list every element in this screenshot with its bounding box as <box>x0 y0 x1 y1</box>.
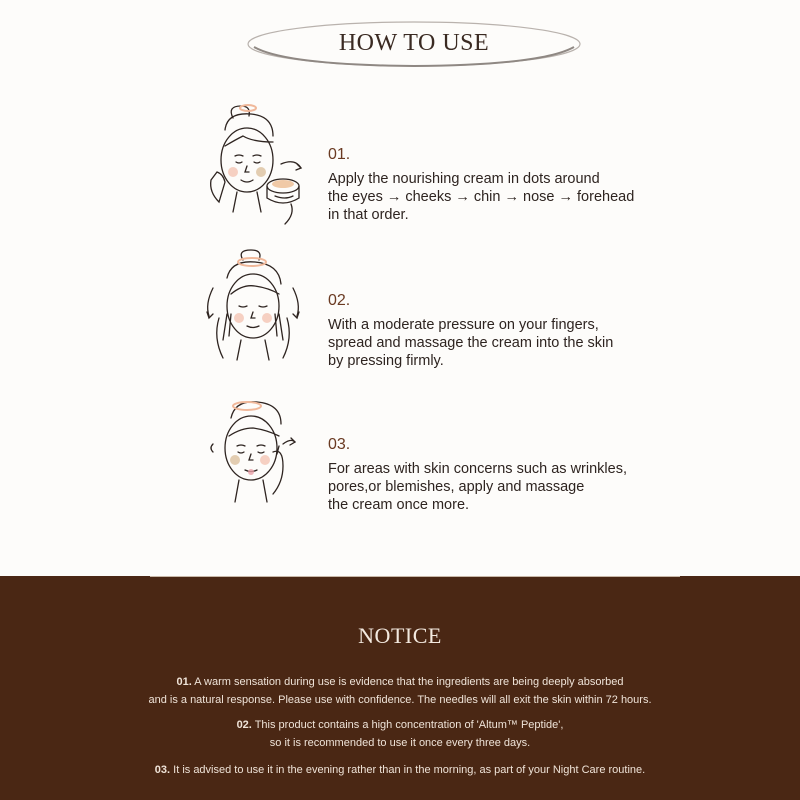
step-line: With a moderate pressure on your fingers, <box>328 317 599 333</box>
step-line: spread and massage the cream into the skin <box>328 335 614 351</box>
step-2 <box>0 248 800 388</box>
section-divider <box>150 576 680 577</box>
step-description <box>328 460 658 514</box>
notice-item-3 <box>0 761 800 779</box>
step-description <box>328 316 658 370</box>
notice-item-2 <box>0 716 800 752</box>
notice-line: and is a natural response. Please use with confidence. The needles will all exit the skin within 72 hours. <box>148 694 652 706</box>
notice-item-1 <box>0 673 800 709</box>
notice-section <box>0 576 800 800</box>
notice-number: 01. <box>176 676 192 688</box>
notice-number: 02. <box>236 719 252 731</box>
step-number: 02. <box>328 292 351 309</box>
step-3 <box>0 392 800 532</box>
face-massaging-icon <box>195 248 315 378</box>
notice-text: It is advised to use it in the evening rather than in the morning, as part of your Night Care routine. <box>170 764 646 776</box>
notice-line <box>0 673 800 691</box>
notice-text: A warm sensation during use is evidence that the ingredients are being deeply absorbed <box>191 676 624 688</box>
notice-line: so it is recommended to use it once every three days. <box>269 737 531 749</box>
face-applying-cream-icon <box>195 100 315 230</box>
notice-line <box>0 716 800 734</box>
step-line: in that order. <box>328 207 409 223</box>
step-number: 03. <box>328 436 351 453</box>
step-line: by pressing firmly. <box>328 353 444 369</box>
step-line: the cream once more. <box>328 497 470 513</box>
step-1 <box>0 100 800 240</box>
step-line: the eyes → cheeks → chin → nose → forehead <box>328 189 635 205</box>
step-line: For areas with skin concerns such as wrinkles, <box>328 461 627 477</box>
step-line: pores,or blemishes, apply and massage <box>328 479 585 495</box>
section-title-banner <box>246 19 582 69</box>
step-number: 01. <box>328 146 351 163</box>
step-description <box>328 170 658 224</box>
notice-line <box>0 761 800 779</box>
notice-title: NOTICE <box>358 623 442 648</box>
face-spot-care-icon <box>195 392 315 522</box>
notice-text: This product contains a high concentration of 'Altum™ Peptide', <box>251 719 564 731</box>
page-title: HOW TO USE <box>338 30 490 56</box>
step-line: Apply the nourishing cream in dots around <box>328 171 600 187</box>
notice-number: 03. <box>154 764 171 776</box>
